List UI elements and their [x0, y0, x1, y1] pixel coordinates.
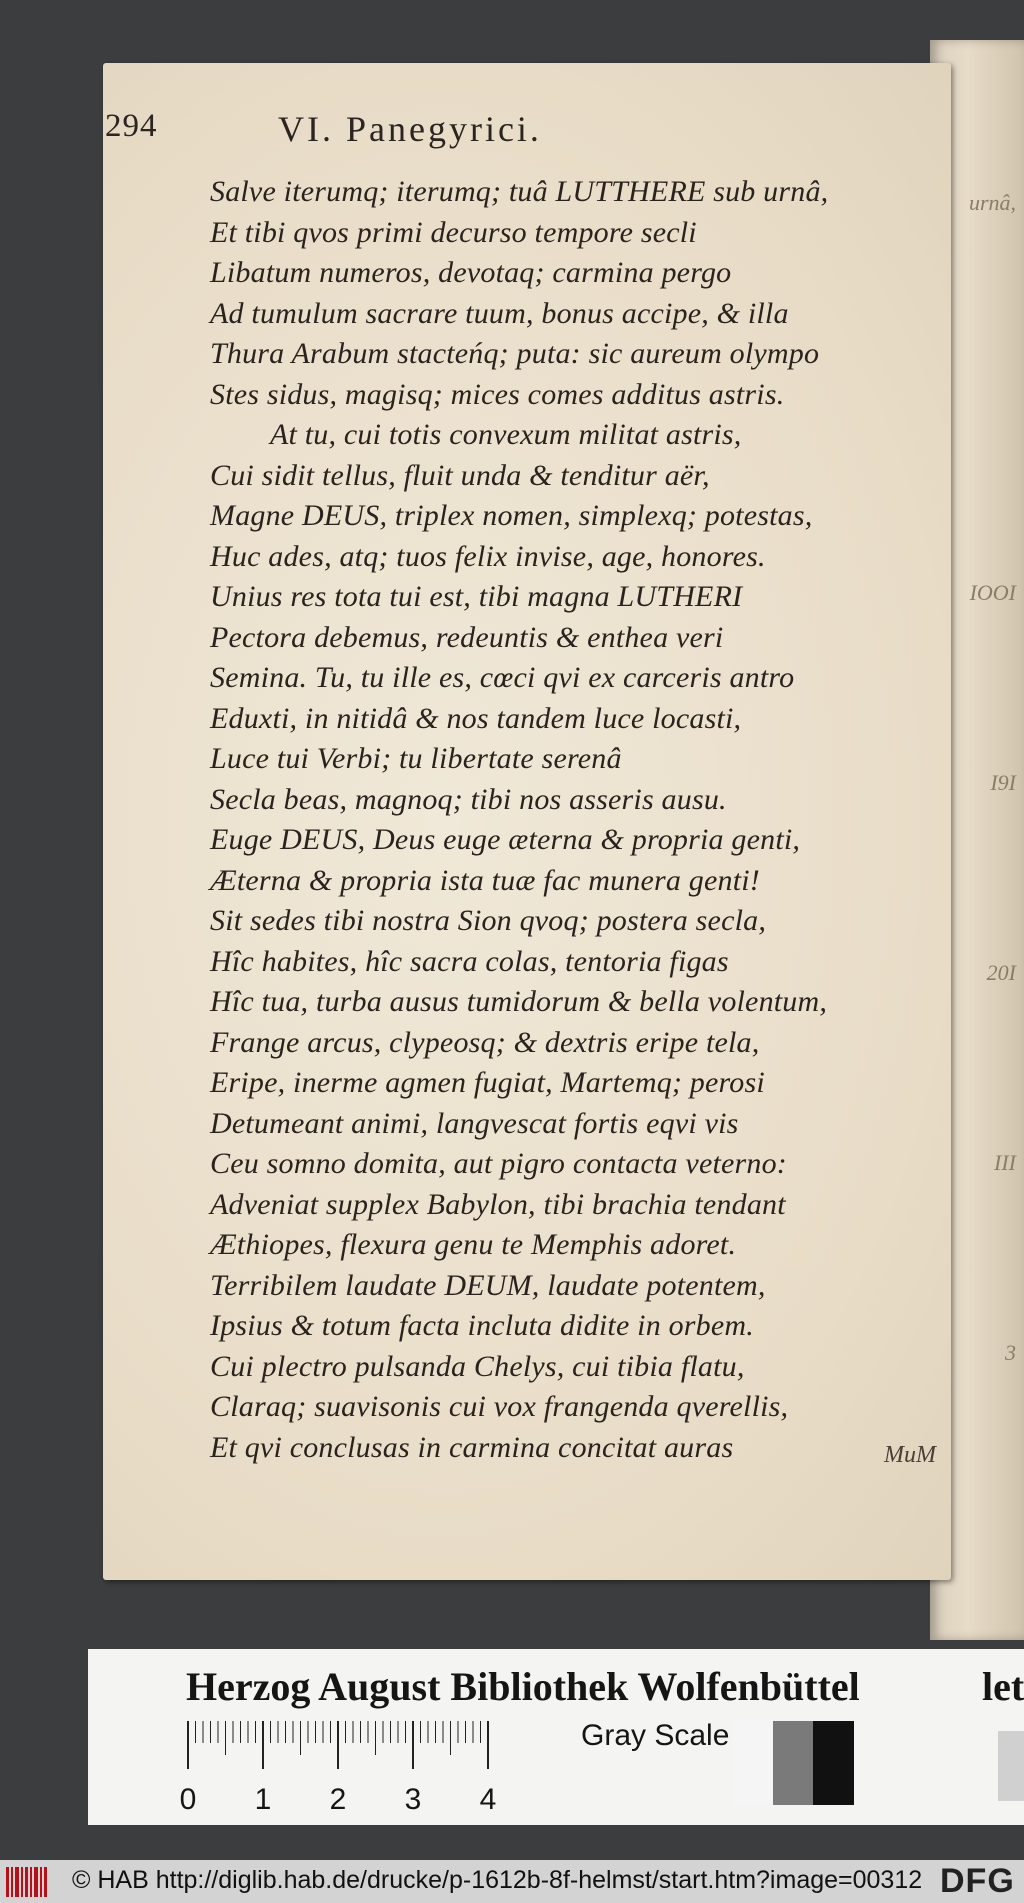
poem-line: Adveniat supplex Babylon, tibi brachia tendant: [210, 1187, 786, 1221]
poem-line: Frange arcus, clypeosq; & dextris eripe tela,: [210, 1025, 760, 1059]
poem-line: Æthiopes, flexura genu te Memphis adoret.: [210, 1228, 737, 1261]
poem-line: Hîc tua, turba ausus tumidorum & bella volentum,: [210, 985, 828, 1018]
footer-bar: [0, 1860, 1024, 1903]
barcode-icon: [6, 1867, 48, 1897]
poem-line: Salve iterumq; iterumq; tuâ LUTTHERE sub urnâ,: [210, 175, 829, 208]
poem-line: Ad tumulum sacrare tuum, bonus accipe, & illa: [210, 296, 789, 330]
gray-patch-fragment: [998, 1731, 1024, 1801]
poem-line: Eripe, inerme agmen fugiat, Martemq; perosi: [210, 1066, 765, 1099]
page-header: [105, 108, 705, 156]
poem-line: Ipsius & totum facta incluta didite in orbem.: [210, 1309, 754, 1342]
poem-line: Stes sidus, magisq; mices comes additus astris.: [210, 377, 785, 411]
poem-line: Et tibi qvos primi decurso tempore secli: [210, 215, 697, 249]
poem-line: Semina. Tu, tu ille es, cœci qvi ex carceris antro: [210, 661, 795, 694]
facing-page-fragment: III: [994, 1150, 1016, 1175]
poem-line: Euge DEUS, Deus euge æterna & propria genti,: [210, 823, 801, 856]
facing-page-fragment: urnâ,: [968, 190, 1016, 215]
dfg-logo: DFG: [940, 1862, 1015, 1900]
facing-page-fragment: 3: [1005, 1340, 1016, 1365]
catchword: MuM: [884, 1442, 936, 1468]
ruler-number: 1: [254, 1783, 272, 1816]
poem-line: Ceu somno domita, aut pigro contacta veterno:: [210, 1147, 787, 1180]
running-title: VI. Panegyrici.: [278, 109, 542, 149]
page-number: 294: [105, 108, 158, 144]
ruler-number: 3: [404, 1783, 422, 1816]
poem-line: Libatum numeros, devotaq; carmina pergo: [210, 256, 732, 289]
poem-line: Huc ades, atq; tuos felix invise, age, honores.: [210, 539, 766, 573]
ruler-number: 0: [179, 1783, 197, 1816]
poem-line: Æterna & propria ista tuæ fac munera genti!: [210, 863, 760, 897]
gray-scale-patches: [732, 1721, 854, 1805]
poem-line: Terribilem laudate DEUM, laudate potentem,: [210, 1268, 766, 1302]
library-name-fragment: let: [982, 1664, 1024, 1709]
facing-page-fragment: 20I: [986, 960, 1016, 985]
library-name: Herzog August Bibliothek Wolfenbüttel: [186, 1664, 860, 1709]
gray-patch: [813, 1721, 854, 1805]
facing-page-fragment: I9I: [990, 770, 1016, 795]
poem-line: Cui sidit tellus, fluit unda & tenditur aër,: [210, 458, 710, 492]
copyright-url[interactable]: © HAB http://diglib.hab.de/drucke/p-1612b-8f-helmst/start.htm?image=00312: [72, 1866, 923, 1894]
poem-line: Secla beas, magnoq; tibi nos asseris ausu.: [210, 782, 727, 816]
poem-line: Et qvi conclusas in carmina concitat auras: [210, 1430, 734, 1464]
gray-scale-label: Gray Scale: [581, 1719, 730, 1752]
poem-line: Detumeant animi, langvescat fortis eqvi vis: [210, 1106, 739, 1140]
gray-patch: [732, 1721, 773, 1805]
poem-line: Claraq; suavisonis cui vox frangenda qverellis,: [210, 1390, 789, 1423]
ruler: [179, 1719, 646, 1819]
poem-line: Pectora debemus, redeuntis & enthea veri: [210, 620, 724, 654]
color-scale-card: [88, 1649, 1024, 1825]
poem-line: Cui plectro pulsanda Chelys, cui tibia flatu,: [210, 1349, 745, 1383]
poem-line: Eduxti, in nitidâ & nos tandem luce locasti,: [210, 701, 742, 735]
facing-page-fragment: IOOI: [969, 580, 1016, 605]
poem-line: Sit sedes tibi nostra Sion qvoq; postera secla,: [210, 904, 767, 937]
poem-line: Luce tui Verbi; tu libertate serenâ: [210, 742, 622, 775]
gray-patch: [773, 1721, 814, 1805]
poem-line: Thura Arabum stacteńq; puta: sic aureum olympo: [210, 337, 820, 370]
poem-line: Magne DEUS, triplex nomen, simplexq; potestas,: [210, 499, 813, 532]
poem-text: [210, 172, 930, 1468]
poem-line: Hîc habites, hîc sacra colas, tentoria figas: [210, 944, 729, 978]
ruler-number: 4: [479, 1783, 497, 1816]
poem-line: At tu, cui totis convexum militat astris,: [270, 418, 742, 451]
poem-line: Unius res tota tui est, tibi magna LUTHERI: [210, 580, 743, 613]
ruler-number: 2: [329, 1783, 347, 1816]
